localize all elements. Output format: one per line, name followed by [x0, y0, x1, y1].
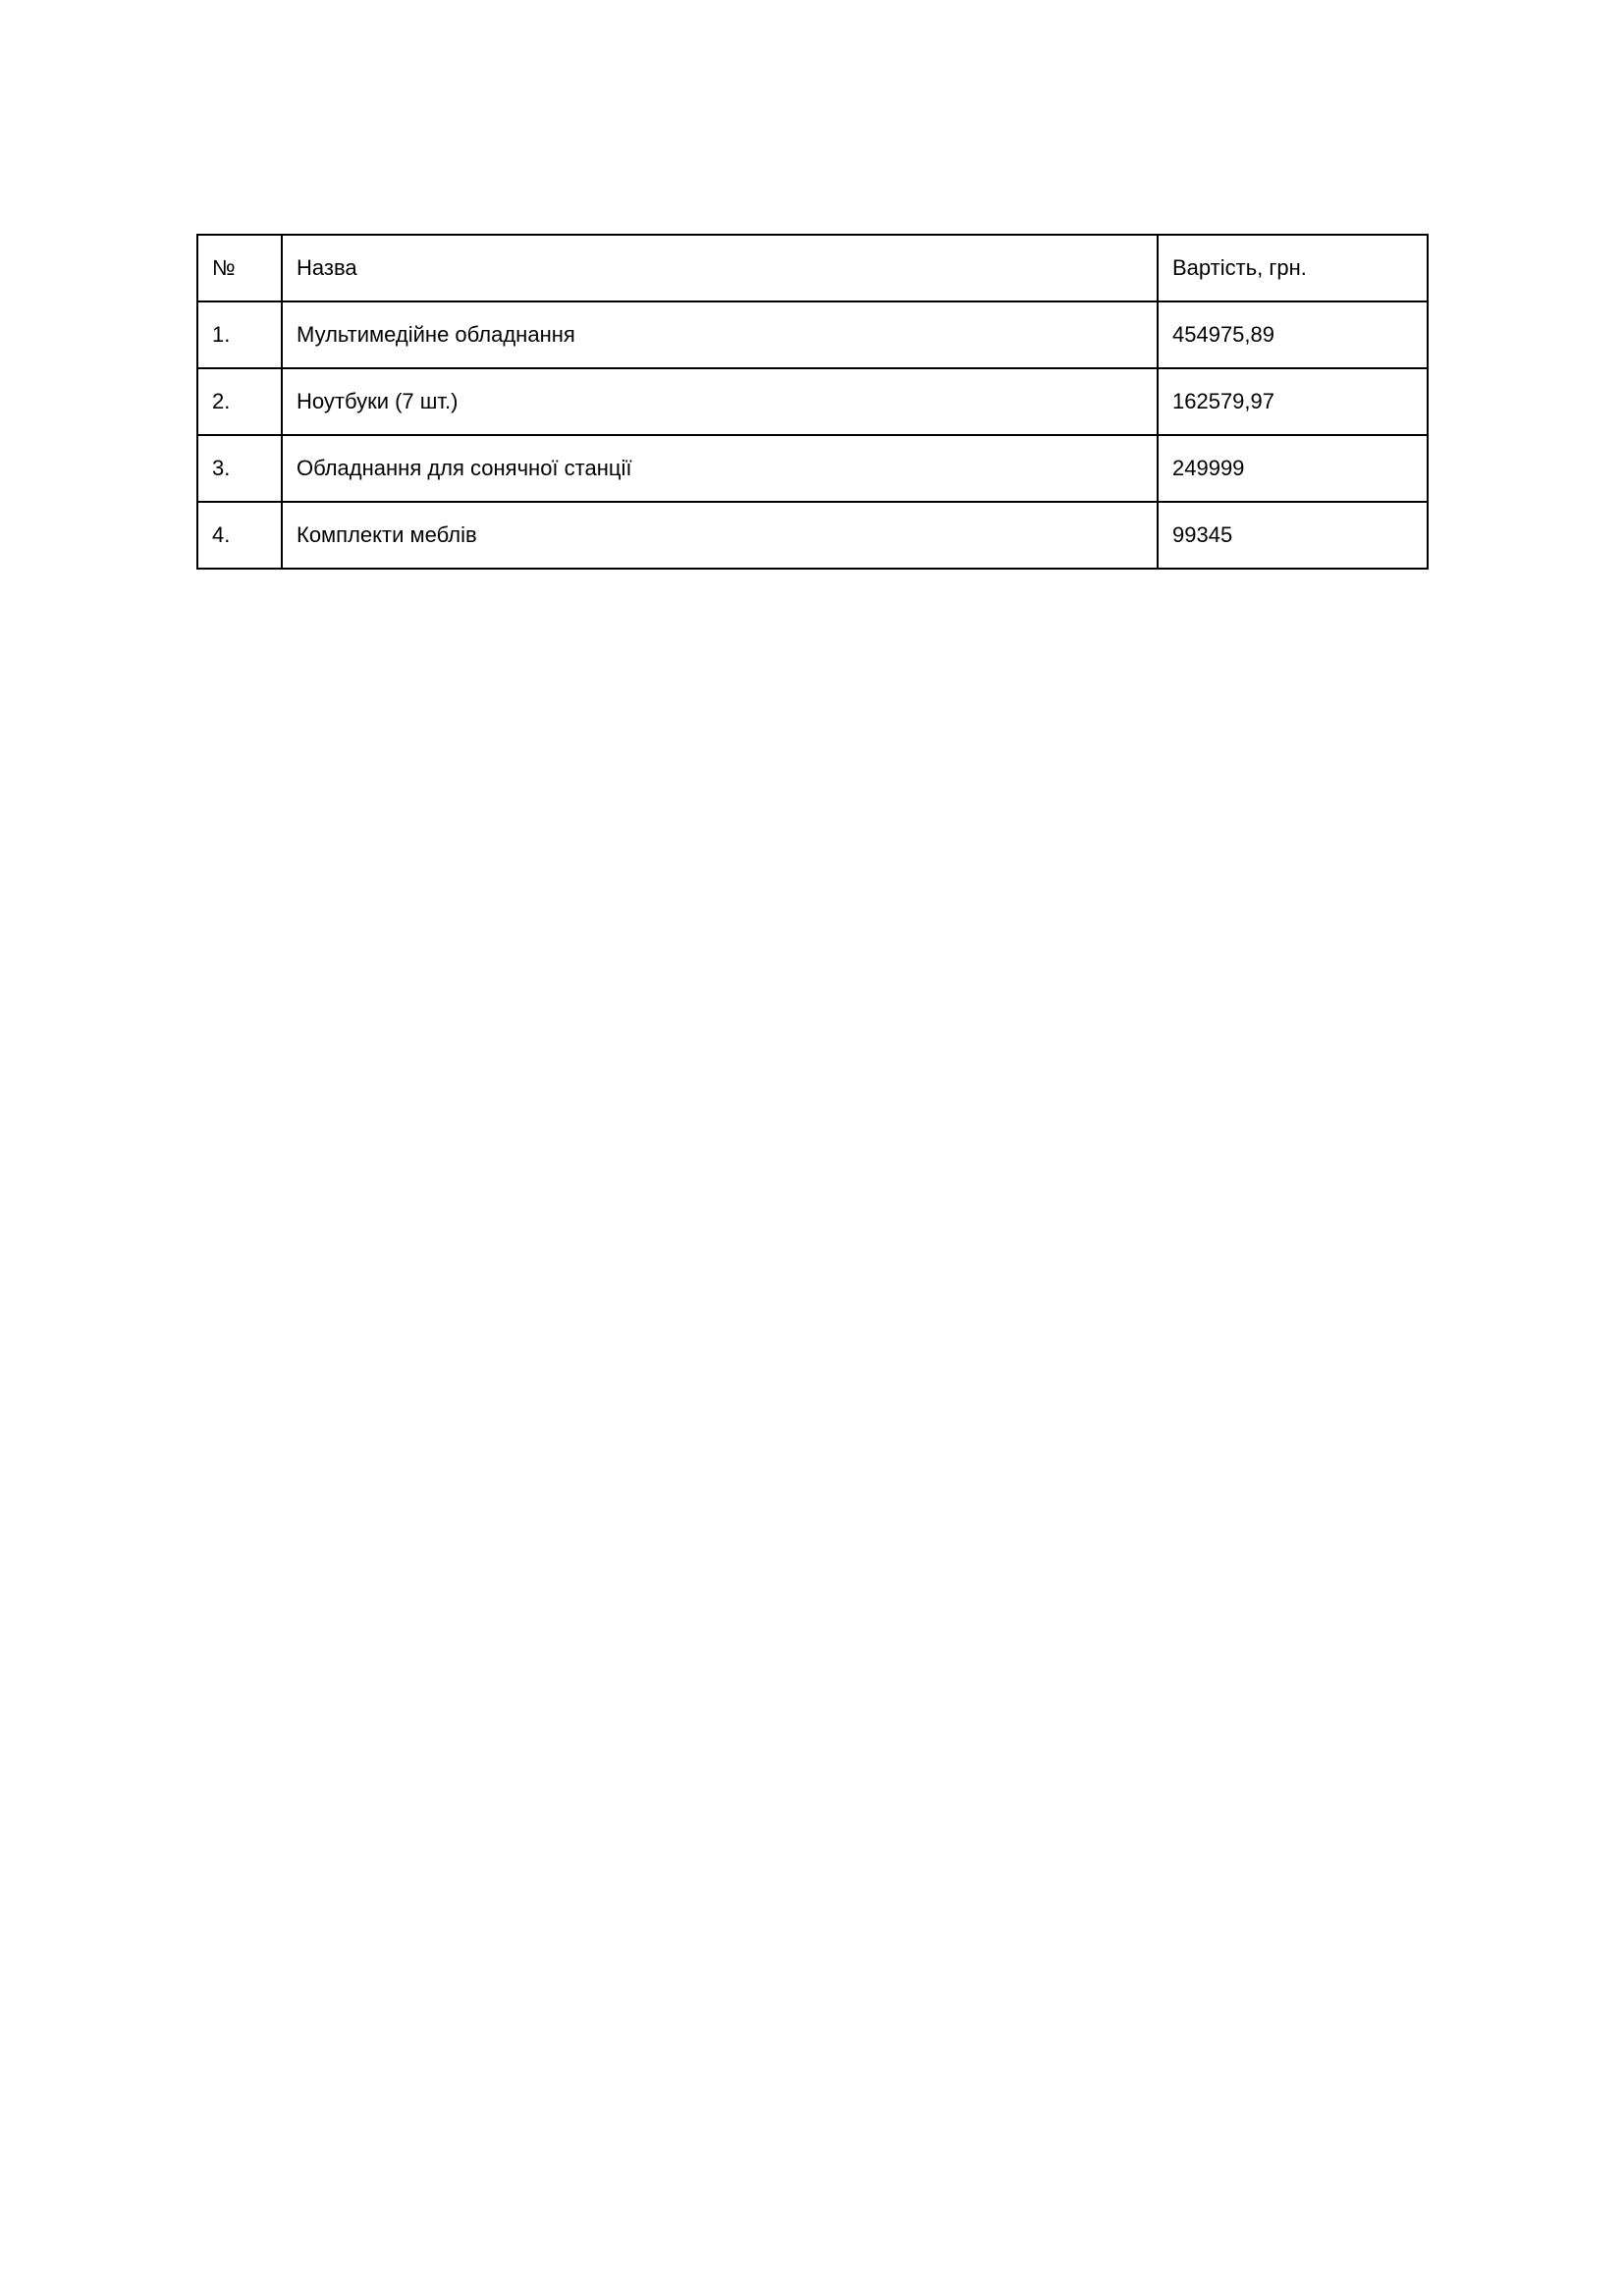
row-number-cell: 2. — [197, 368, 282, 435]
row-number-cell: 4. — [197, 502, 282, 569]
header-cell-cost: Вартість, грн. — [1158, 235, 1428, 301]
row-cost-cell: 454975,89 — [1158, 301, 1428, 368]
row-name-cell: Комплекти меблів — [282, 502, 1158, 569]
table-row — [197, 502, 1428, 569]
table-row — [197, 435, 1428, 502]
header-cell-number: № — [197, 235, 282, 301]
header-cell-name: Назва — [282, 235, 1158, 301]
cost-table — [196, 234, 1429, 570]
row-name-cell: Обладнання для сонячної станції — [282, 435, 1158, 502]
table-row — [197, 368, 1428, 435]
table-header-row — [197, 235, 1428, 301]
row-name-cell: Ноутбуки (7 шт.) — [282, 368, 1158, 435]
row-cost-cell: 99345 — [1158, 502, 1428, 569]
row-name-cell: Мультимедійне обладнання — [282, 301, 1158, 368]
row-number-cell: 3. — [197, 435, 282, 502]
row-cost-cell: 162579,97 — [1158, 368, 1428, 435]
table-row — [197, 301, 1428, 368]
row-number-cell: 1. — [197, 301, 282, 368]
row-cost-cell: 249999 — [1158, 435, 1428, 502]
